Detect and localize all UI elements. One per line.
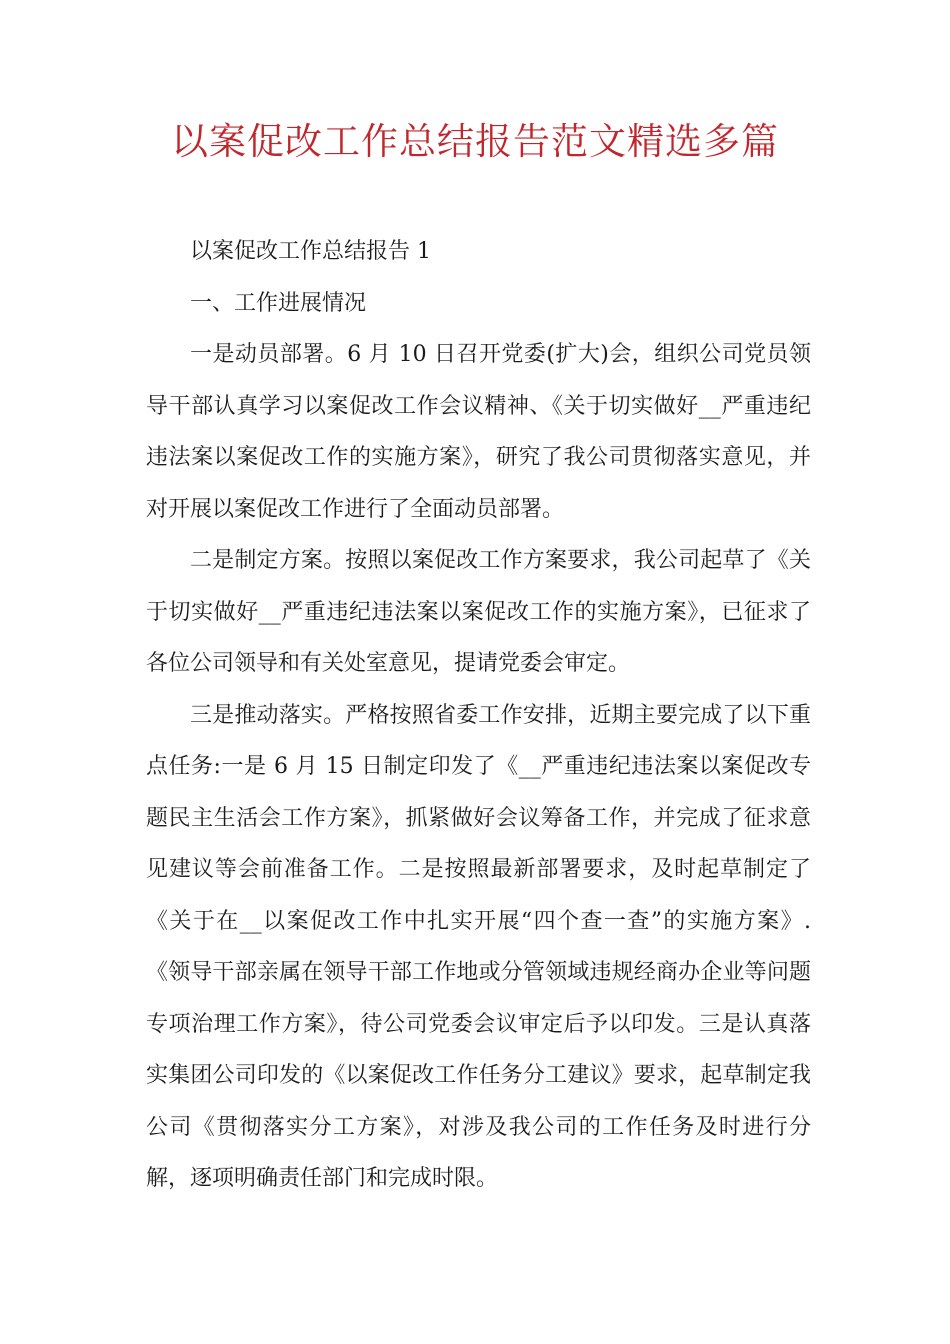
paragraph-plan: 二是制定方案。按照以案促改工作方案要求，我公司起草了《关于切实做好__严重违纪违法案以案促改工作的实施方案》，已征求了各位公司领导和有关处室意见，提请党委会审定。 [146, 548, 811, 676]
document-title: 以案促改工作总结报告范文精选多篇 [171, 120, 779, 163]
section-heading-progress: 一、工作进展情况 [190, 290, 367, 316]
paragraph-implementation: 三是推动落实。严格按照省委工作安排，近期主要完成了以下重点任务:一是 6 月 15 日制定印发了《__严重违纪违法案以案促改专题民主生活会工作方案》，抓紧做好会议筹备工作，并完成了征求意见建议等会前准备工作。二是按照最新部署要求，及时起草制定了《关于在__以案促改工作中扎实开展“四个查一查”的实施方案》.《领导干部亲属在领导干部工作地或分管领域违规经商办企业等问题专项治理工作方案》，待公司党委会议审定后予以印发。三是认真落实集团公司印发的《以案促改工作任务分工建议》要求，起草制定我公司《贯彻落实分工方案》，对涉及我公司的工作任务及时进行分解，逐项明确责任部门和完成时限。 [146, 702, 811, 1191]
section-heading-report-1: 以案促改工作总结报告 1 [190, 239, 431, 264]
document-body [146, 226, 811, 1205]
paragraph-mobilization: 一是动员部署。6 月 10 日召开党委(扩大)会，组织公司党员领导干部认真学习以案促改工作会议精神、《关于切实做好__严重违纪违法案以案促改工作的实施方案》，研究了我公司贯彻落实意见，并对开展以案促改工作进行了全面动员部署。 [146, 342, 811, 522]
